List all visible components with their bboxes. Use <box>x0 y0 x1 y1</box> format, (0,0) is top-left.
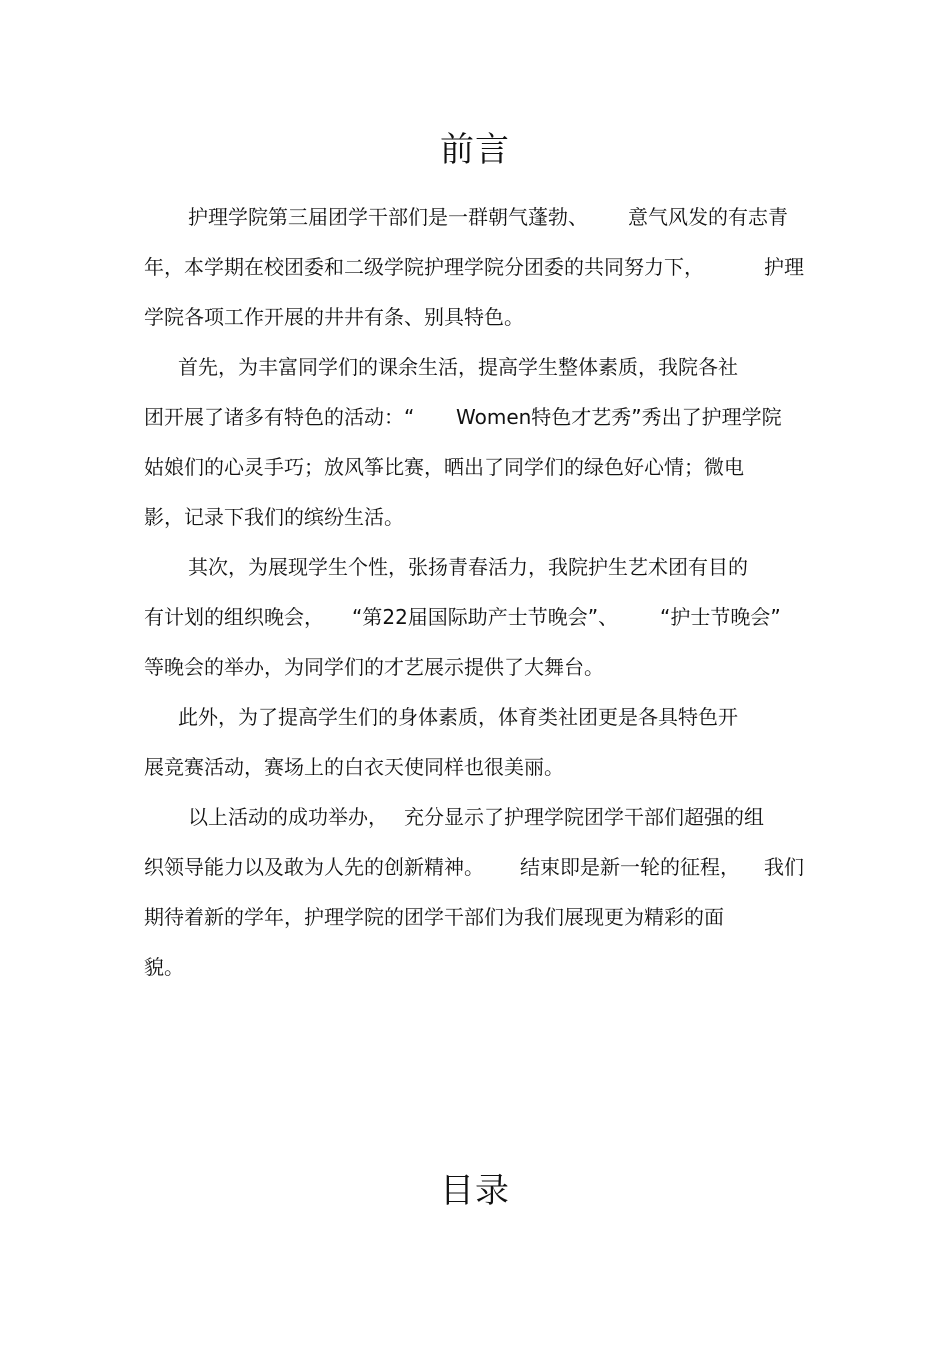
preface-heading: 前言 <box>440 130 510 170</box>
paragraph-2-line-2 <box>144 392 824 442</box>
paragraph-5-line-2 <box>144 842 824 892</box>
paragraph-1-line-2 <box>144 242 824 292</box>
paragraph-5-line-3 <box>144 892 824 942</box>
paragraph-5-line-4 <box>144 942 824 992</box>
paragraph-1-line-3 <box>144 292 824 342</box>
text-segment: 团开展了诸多有特色的活动：“ <box>144 405 415 429</box>
paragraph-2-line-3 <box>144 442 824 492</box>
text-segment: 期待着新的学年，护理学院的团学干部们为我们展现更为精彩的面 <box>144 905 724 929</box>
text-segment: 学院各项工作开展的井井有条、别具特色。 <box>144 305 524 329</box>
text-segment: 首先，为丰富同学们的课余生活，提高学生整体素质，我院各社 <box>178 355 738 379</box>
text-segment: “第22届国际助产士节晚会”、 <box>352 605 619 629</box>
text-segment: 貌。 <box>144 955 184 979</box>
text-segment: 织领导能力以及敢为人先的创新精神。 <box>144 855 484 879</box>
text-segment: 护理学院第三届团学干部们是一群朝气蓬勃、 <box>188 205 588 229</box>
text-segment: 其次，为展现学生个性，张扬青春活力，我院护生艺术团有目的 <box>188 555 748 579</box>
text-segment: Women特色才艺秀”秀出了护理学院 <box>456 405 782 429</box>
text-segment: 以上活动的成功举办， <box>188 805 388 829</box>
text-segment: 结束即是新一轮的征程， <box>520 855 740 879</box>
paragraph-4-line-1 <box>144 692 824 742</box>
text-segment: 有计划的组织晚会， <box>144 605 324 629</box>
text-segment: 充分显示了护理学院团学干部们超强的组 <box>404 805 764 829</box>
toc-heading: 目录 <box>440 1171 510 1211</box>
text-segment: 等晚会的举办，为同学们的才艺展示提供了大舞台。 <box>144 655 604 679</box>
paragraph-4-line-2 <box>144 742 824 792</box>
paragraph-1-line-1 <box>144 192 824 242</box>
text-segment: 年，本学期在校团委和二级学院护理学院分团委的共同努力下， <box>144 255 704 279</box>
text-segment: “护士节晚会” <box>660 605 781 629</box>
text-segment: 我们 <box>764 855 804 879</box>
paragraph-3-line-1 <box>144 542 824 592</box>
text-segment: 姑娘们的心灵手巧；放风筝比赛，晒出了同学们的绿色好心情；微电 <box>144 455 744 479</box>
text-segment: 护理 <box>764 255 804 279</box>
paragraph-2-line-1 <box>144 342 824 392</box>
paragraph-5-line-1 <box>144 792 824 842</box>
text-segment: 展竞赛活动，赛场上的白衣天使同样也很美丽。 <box>144 755 564 779</box>
text-segment: 影，记录下我们的缤纷生活。 <box>144 505 404 529</box>
paragraph-3-line-2 <box>144 592 824 642</box>
text-segment: 意气风发的有志青 <box>628 205 788 229</box>
preface-body <box>144 192 824 992</box>
text-segment: 此外，为了提高学生们的身体素质，体育类社团更是各具特色开 <box>178 705 738 729</box>
paragraph-3-line-3 <box>144 642 824 692</box>
paragraph-2-line-4 <box>144 492 824 542</box>
